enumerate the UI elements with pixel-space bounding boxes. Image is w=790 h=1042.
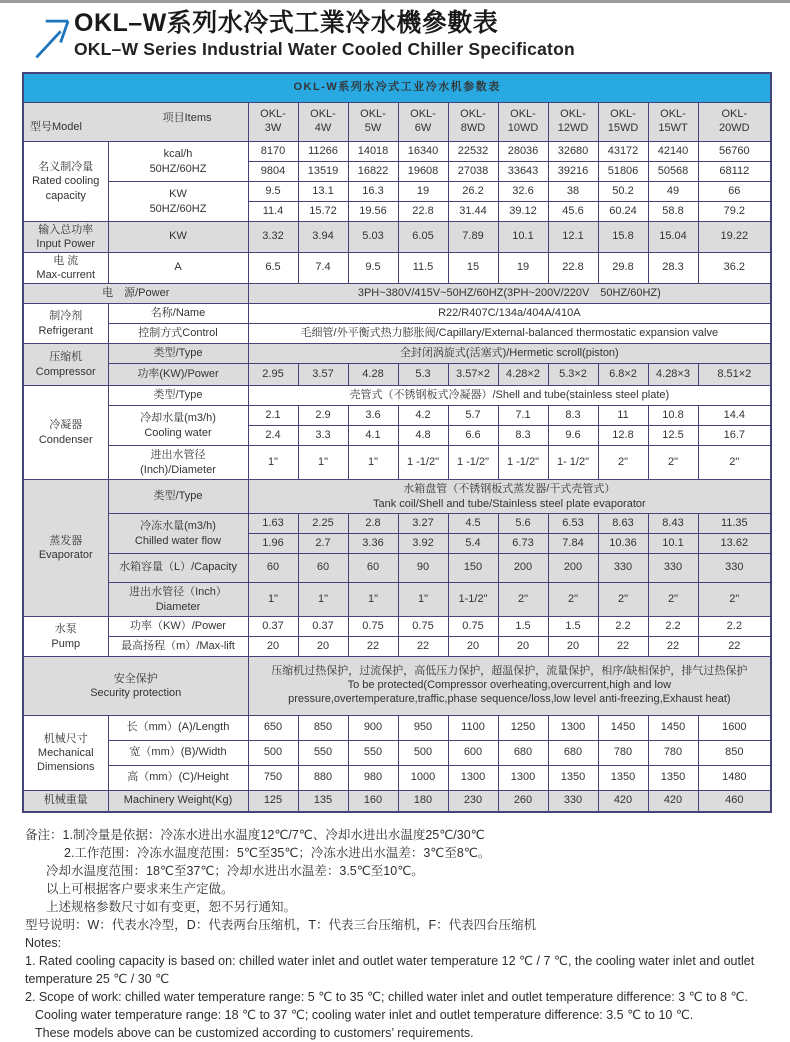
model-header-row xyxy=(23,103,771,142)
table-cell: 1.5 xyxy=(498,617,548,637)
table-cell: 2.25 xyxy=(298,514,348,534)
item-label-comp-power: 功率(KW)/Power xyxy=(108,364,248,386)
model-column-header: OKL- 15WT xyxy=(648,103,698,142)
table-cell: 1000 xyxy=(398,766,448,791)
table-cell: 1350 xyxy=(598,766,648,791)
table-caption-row xyxy=(23,73,771,103)
table-cell: 60 xyxy=(348,554,398,583)
table-cell: 2.2 xyxy=(698,617,771,637)
table-cell: 330 xyxy=(548,791,598,813)
table-cell: 780 xyxy=(648,741,698,766)
note-line: 1. Rated cooling capacity is based on: chilled water inlet and outlet water temperature 12 ℃ / 7 ℃, the cooling water inlet and outlet xyxy=(25,954,755,968)
table-cell: 22 xyxy=(648,637,698,657)
table-cell: 780 xyxy=(598,741,648,766)
table-row xyxy=(23,583,771,617)
item-label-current-unit: A xyxy=(108,253,248,284)
table-cell: 6.5 xyxy=(248,253,298,284)
table-cell: 5.6 xyxy=(498,514,548,534)
merged-value-evaporator-type: 水箱盘管（不锈钢板式蒸发器/干式壳管式） Tank coil/Shell and tube/Stainless steel plate evaporator xyxy=(248,480,771,514)
table-cell: 28036 xyxy=(498,142,548,162)
table-cell: 31.44 xyxy=(448,202,498,222)
table-cell: 16340 xyxy=(398,142,448,162)
model-column-header: OKL- 8WD xyxy=(448,103,498,142)
item-label-cond-type: 类型/Type xyxy=(108,386,248,406)
table-cell: 4.28×2 xyxy=(498,364,548,386)
table-cell: 8.43 xyxy=(648,514,698,534)
item-label-kw: KW 50HZ/60HZ xyxy=(108,182,248,222)
table-cell: 3.57 xyxy=(298,364,348,386)
table-cell: 180 xyxy=(398,791,448,813)
table-cell: 1450 xyxy=(648,716,698,741)
table-cell: 1480 xyxy=(698,766,771,791)
table-cell: 22.8 xyxy=(398,202,448,222)
table-cell: 150 xyxy=(448,554,498,583)
table-cell: 42140 xyxy=(648,142,698,162)
item-label-evap-diameter: 进出水管径（Inch） Diameter xyxy=(108,583,248,617)
table-cell: 2.4 xyxy=(248,426,298,446)
page-subtitle: OKL–W Series Industrial Water Cooled Chiller Specificaton xyxy=(74,38,575,59)
note-line: These models above can be customized according to customers’ requirements. xyxy=(35,1026,474,1040)
table-cell: 1300 xyxy=(448,766,498,791)
table-cell: 2.8 xyxy=(348,514,398,534)
note-line: 备注：1.制冷量是依据：冷冻水进出水温度12℃/7℃、冷却水进出水温度25℃/30℃ xyxy=(25,828,485,842)
table-cell: 200 xyxy=(548,554,598,583)
table-cell: 750 xyxy=(248,766,298,791)
table-cell: 2" xyxy=(698,446,771,480)
item-label-kcal: kcal/h 50HZ/60HZ xyxy=(108,142,248,182)
table-cell: 4.5 xyxy=(448,514,498,534)
model-column-header: OKL- 12WD xyxy=(548,103,598,142)
table-cell: 3.92 xyxy=(398,534,448,554)
note-line: 2.工作范围：冷冻水温度范围：5℃至35℃；冷冻水进出水温差：3℃至8℃。 xyxy=(64,846,491,860)
corner-model-label: 型号Model xyxy=(30,121,82,134)
section-label-pump: 水泵 Pump xyxy=(23,617,108,657)
table-cell: 9.6 xyxy=(548,426,598,446)
merged-value-security: 压缩机过热保护，过流保护，高低压力保护，超温保护，流量保护，相序/缺相保护，排气过热保护 To be protected(Compressor overheating,overcurrent,high and low pressure,overtemperature,traffic,phase sequence/loss,low level anti-freezing,Exhaust heat) xyxy=(248,657,771,716)
table-cell: 6.73 xyxy=(498,534,548,554)
table-cell: 90 xyxy=(398,554,448,583)
table-row xyxy=(23,182,771,202)
table-row xyxy=(23,284,771,304)
table-cell: 58.8 xyxy=(648,202,698,222)
table-cell: 1.96 xyxy=(248,534,298,554)
note-line: 以上可根据客户要求来生产定做。 xyxy=(46,882,234,896)
table-cell: 1 -1/2" xyxy=(498,446,548,480)
table-cell: 330 xyxy=(698,554,771,583)
table-cell: 460 xyxy=(698,791,771,813)
table-cell: 39.12 xyxy=(498,202,548,222)
title-block xyxy=(74,9,575,60)
table-row xyxy=(23,304,771,324)
table-cell: 22 xyxy=(698,637,771,657)
table-cell: 14018 xyxy=(348,142,398,162)
table-cell: 10.36 xyxy=(598,534,648,554)
section-label-condenser: 冷凝器 Condenser xyxy=(23,386,108,480)
model-column-header: OKL- 6W xyxy=(398,103,448,142)
table-cell: 11.5 xyxy=(398,253,448,284)
table-cell: 16822 xyxy=(348,162,398,182)
item-label-width: 宽（mm）(B)/Width xyxy=(108,741,248,766)
table-cell: 79.2 xyxy=(698,202,771,222)
table-cell: 32680 xyxy=(548,142,598,162)
table-cell: 500 xyxy=(248,741,298,766)
item-label-cond-diameter: 进出水管径 (Inch)/Diameter xyxy=(108,446,248,480)
table-cell: 49 xyxy=(648,182,698,202)
table-cell: 6.8×2 xyxy=(598,364,648,386)
table-cell: 3.94 xyxy=(298,222,348,253)
table-cell: 16.3 xyxy=(348,182,398,202)
table-cell: 9.5 xyxy=(348,253,398,284)
table-cell: 1.63 xyxy=(248,514,298,534)
merged-value-power-supply: 3PH~380V/415V~50HZ/60HZ(3PH~200V/220V 50HZ/60HZ) xyxy=(248,284,771,304)
merged-value-condenser-type: 壳管式（不锈钢板式冷凝器）/Shell and tube(stainless steel plate) xyxy=(248,386,771,406)
table-row xyxy=(23,406,771,426)
item-label-input-unit: KW xyxy=(108,222,248,253)
table-cell: 15.8 xyxy=(598,222,648,253)
table-row xyxy=(23,364,771,386)
table-cell: 22 xyxy=(398,637,448,657)
table-cell: 32.6 xyxy=(498,182,548,202)
table-cell: 2.1 xyxy=(248,406,298,426)
table-cell: 1" xyxy=(298,446,348,480)
table-cell: 60.24 xyxy=(598,202,648,222)
table-cell: 39216 xyxy=(548,162,598,182)
table-cell: 1350 xyxy=(648,766,698,791)
table-cell: 4.2 xyxy=(398,406,448,426)
table-row xyxy=(23,514,771,534)
table-cell: 19 xyxy=(398,182,448,202)
table-cell: 15 xyxy=(448,253,498,284)
item-label-name: 名称/Name xyxy=(108,304,248,324)
table-cell: 66 xyxy=(698,182,771,202)
table-cell: 0.75 xyxy=(448,617,498,637)
table-cell: 5.3×2 xyxy=(548,364,598,386)
table-cell: 0.75 xyxy=(398,617,448,637)
item-label-cooling-water: 冷却水量(m3/h) Cooling water xyxy=(108,406,248,446)
table-cell: 13519 xyxy=(298,162,348,182)
model-column-header: OKL- 15WD xyxy=(598,103,648,142)
note-line: Notes: xyxy=(25,936,62,950)
table-cell: 125 xyxy=(248,791,298,813)
table-cell: 650 xyxy=(248,716,298,741)
table-cell: 1350 xyxy=(548,766,598,791)
table-cell: 6.05 xyxy=(398,222,448,253)
table-cell: 22 xyxy=(348,637,398,657)
section-label-refrigerant: 制冷剂 Refrigerant xyxy=(23,304,108,344)
table-row xyxy=(23,222,771,253)
merged-value-compressor-type: 全封闭涡旋式(活塞式)/Hermetic scroll(piston) xyxy=(248,344,771,364)
table-cell: 550 xyxy=(348,741,398,766)
table-cell: 0.37 xyxy=(298,617,348,637)
section-label-security: 安全保护 Security protection xyxy=(23,657,248,716)
table-cell: 11 xyxy=(598,406,648,426)
item-label-chilled-water: 冷冻水量(m3/h) Chilled water flow xyxy=(108,514,248,554)
table-caption: OKL-W系列水冷式工业冷水机参数表 xyxy=(23,73,771,103)
table-cell: 6.53 xyxy=(548,514,598,534)
table-cell: 1300 xyxy=(498,766,548,791)
table-cell: 2.2 xyxy=(648,617,698,637)
table-cell: 1" xyxy=(248,583,298,617)
table-row xyxy=(23,637,771,657)
table-cell: 0.37 xyxy=(248,617,298,637)
table-cell: 12.8 xyxy=(598,426,648,446)
table-cell: 50.2 xyxy=(598,182,648,202)
table-cell: 160 xyxy=(348,791,398,813)
table-cell: 8.63 xyxy=(598,514,648,534)
table-cell: 20 xyxy=(448,637,498,657)
table-cell: 330 xyxy=(598,554,648,583)
table-cell: 2.9 xyxy=(298,406,348,426)
table-row xyxy=(23,791,771,813)
item-label-tank-capacity: 水箱容量（L）/Capacity xyxy=(108,554,248,583)
table-cell: 1 -1/2" xyxy=(448,446,498,480)
table-cell: 330 xyxy=(648,554,698,583)
table-cell: 3.57×2 xyxy=(448,364,498,386)
table-cell: 2.95 xyxy=(248,364,298,386)
table-row xyxy=(23,446,771,480)
table-cell: 2.7 xyxy=(298,534,348,554)
table-cell: 9804 xyxy=(248,162,298,182)
table-cell: 1-1/2" xyxy=(448,583,498,617)
merged-value-refrigerant-control: 毛细管/外平衡式热力膨胀阀/Capillary/External-balanced thermostatic expansion valve xyxy=(248,324,771,344)
table-cell: 550 xyxy=(298,741,348,766)
table-cell: 7.89 xyxy=(448,222,498,253)
merged-value-refrigerant-name: R22/R407C/134a/404A/410A xyxy=(248,304,771,324)
section-label-max-current: 电 流 Max-current xyxy=(23,253,108,284)
table-cell: 9.5 xyxy=(248,182,298,202)
table-cell: 850 xyxy=(298,716,348,741)
table-cell: 2" xyxy=(548,583,598,617)
table-cell: 4.28×3 xyxy=(648,364,698,386)
table-cell: 15.72 xyxy=(298,202,348,222)
table-cell: 12.5 xyxy=(648,426,698,446)
table-cell: 19 xyxy=(498,253,548,284)
table-cell: 680 xyxy=(498,741,548,766)
table-cell: 11266 xyxy=(298,142,348,162)
table-cell: 5.4 xyxy=(448,534,498,554)
note-line: 型号说明：W：代表水冷型，D：代表两台压缩机，T：代表三台压缩机，F：代表四台压缩机 xyxy=(25,918,537,932)
item-label-length: 长（mm）(A)/Length xyxy=(108,716,248,741)
section-label-evaporator: 蒸发器 Evaporator xyxy=(23,480,108,617)
table-row xyxy=(23,324,771,344)
table-row xyxy=(23,344,771,364)
table-row xyxy=(23,741,771,766)
table-cell: 36.2 xyxy=(698,253,771,284)
table-cell: 19.56 xyxy=(348,202,398,222)
model-column-header: OKL- 4W xyxy=(298,103,348,142)
table-cell: 1" xyxy=(348,583,398,617)
table-cell: 68112 xyxy=(698,162,771,182)
model-column-header: OKL- 3W xyxy=(248,103,298,142)
table-cell: 900 xyxy=(348,716,398,741)
table-cell: 850 xyxy=(698,741,771,766)
section-label-rated-capacity: 名义制冷量 Rated cooling capacity xyxy=(23,142,108,222)
table-cell: 10.8 xyxy=(648,406,698,426)
table-cell: 8.3 xyxy=(548,406,598,426)
table-row xyxy=(23,386,771,406)
table-cell: 2.2 xyxy=(598,617,648,637)
table-cell: 880 xyxy=(298,766,348,791)
table-cell: 500 xyxy=(398,741,448,766)
note-line: 2. Scope of work: chilled water temperature range: 5 ℃ to 35 ℃; chilled water inlet and outlet temperature difference: 3 ℃ to 8 ℃. xyxy=(25,990,748,1004)
section-label-compressor: 压缩机 Compressor xyxy=(23,344,108,386)
table-cell: 1" xyxy=(248,446,298,480)
table-cell: 27038 xyxy=(448,162,498,182)
table-cell: 5.03 xyxy=(348,222,398,253)
table-cell: 5.3 xyxy=(398,364,448,386)
table-cell: 22 xyxy=(598,637,648,657)
table-cell: 10.1 xyxy=(648,534,698,554)
table-cell: 7.84 xyxy=(548,534,598,554)
table-cell: 7.4 xyxy=(298,253,348,284)
table-cell: 0.75 xyxy=(348,617,398,637)
notes-block xyxy=(25,826,790,1042)
table-cell: 2" xyxy=(648,446,698,480)
table-cell: 1250 xyxy=(498,716,548,741)
table-cell: 135 xyxy=(298,791,348,813)
table-cell: 4.8 xyxy=(398,426,448,446)
table-cell: 3.3 xyxy=(298,426,348,446)
table-cell: 11.35 xyxy=(698,514,771,534)
note-line: Cooling water temperature range: 18 ℃ to 37 ℃; cooling water inlet and outlet temperature difference: 3.5 ℃ to 10 ℃. xyxy=(35,1008,694,1022)
section-label-mechanical: 机械尺寸 Mechanical Dimensions xyxy=(23,716,108,791)
table-cell: 38 xyxy=(548,182,598,202)
table-cell: 980 xyxy=(348,766,398,791)
model-column-header: OKL- 10WD xyxy=(498,103,548,142)
table-cell: 20 xyxy=(498,637,548,657)
table-cell: 50568 xyxy=(648,162,698,182)
table-cell: 2" xyxy=(648,583,698,617)
note-line: temperature 25 ℃ / 30 ℃ xyxy=(25,972,170,986)
table-cell: 230 xyxy=(448,791,498,813)
table-cell: 3.36 xyxy=(348,534,398,554)
table-row xyxy=(23,716,771,741)
table-cell: 12.1 xyxy=(548,222,598,253)
table-cell: 2" xyxy=(498,583,548,617)
table-cell: 8170 xyxy=(248,142,298,162)
corner-items-label: 项目Items xyxy=(162,112,212,124)
table-cell: 19.22 xyxy=(698,222,771,253)
section-label-power: 电 源/Power xyxy=(23,284,248,304)
table-cell: 56760 xyxy=(698,142,771,162)
table-cell: 2" xyxy=(698,583,771,617)
page-header xyxy=(0,3,790,63)
item-label-comp-type: 类型/Type xyxy=(108,344,248,364)
table-cell: 4.1 xyxy=(348,426,398,446)
table-cell: 11.4 xyxy=(248,202,298,222)
table-cell: 3.32 xyxy=(248,222,298,253)
table-cell: 4.28 xyxy=(348,364,398,386)
table-cell: 200 xyxy=(498,554,548,583)
table-cell: 1" xyxy=(298,583,348,617)
item-label-evap-type: 类型/Type xyxy=(108,480,248,514)
table-cell: 19608 xyxy=(398,162,448,182)
section-label-input-power: 输入总功率 Input Power xyxy=(23,222,108,253)
table-row xyxy=(23,617,771,637)
item-label-control: 控制方式Control xyxy=(108,324,248,344)
table-cell: 950 xyxy=(398,716,448,741)
model-column-header: OKL- 20WD xyxy=(698,103,771,142)
note-line: 上述规格参数尺寸如有变更，恕不另行通知。 xyxy=(46,900,297,914)
item-label-weight: Machinery Weight(Kg) xyxy=(108,791,248,813)
arrow-logo-icon xyxy=(14,9,70,63)
table-cell: 2" xyxy=(598,446,648,480)
table-cell: 420 xyxy=(598,791,648,813)
table-cell: 1" xyxy=(348,446,398,480)
table-cell: 1" xyxy=(398,583,448,617)
item-label-height: 高（mm）(C)/Height xyxy=(108,766,248,791)
table-cell: 20 xyxy=(248,637,298,657)
table-cell: 20 xyxy=(548,637,598,657)
table-cell: 28.3 xyxy=(648,253,698,284)
note-line: 冷却水温度范围：18℃至37℃；冷却水进出水温差：3.5℃至10℃。 xyxy=(46,864,424,878)
table-cell: 5.7 xyxy=(448,406,498,426)
table-cell: 260 xyxy=(498,791,548,813)
table-cell: 8.51×2 xyxy=(698,364,771,386)
table-cell: 3.27 xyxy=(398,514,448,534)
table-row xyxy=(23,253,771,284)
table-cell: 22532 xyxy=(448,142,498,162)
table-cell: 1450 xyxy=(598,716,648,741)
table-cell: 420 xyxy=(648,791,698,813)
table-cell: 1600 xyxy=(698,716,771,741)
item-label-pump-power: 功率（KW）/Power xyxy=(108,617,248,637)
table-cell: 1- 1/2" xyxy=(548,446,598,480)
table-cell: 7.1 xyxy=(498,406,548,426)
table-cell: 15.04 xyxy=(648,222,698,253)
table-row xyxy=(23,766,771,791)
table-cell: 600 xyxy=(448,741,498,766)
table-cell: 16.7 xyxy=(698,426,771,446)
table-cell: 43172 xyxy=(598,142,648,162)
table-cell: 10.1 xyxy=(498,222,548,253)
corner-cell xyxy=(23,103,248,142)
table-row xyxy=(23,142,771,162)
model-column-header: OKL- 5W xyxy=(348,103,398,142)
table-cell: 13.62 xyxy=(698,534,771,554)
table-cell: 1100 xyxy=(448,716,498,741)
table-cell: 3.6 xyxy=(348,406,398,426)
table-cell: 1.5 xyxy=(548,617,598,637)
spec-table xyxy=(22,72,772,813)
table-cell: 13.1 xyxy=(298,182,348,202)
table-cell: 6.6 xyxy=(448,426,498,446)
table-cell: 1300 xyxy=(548,716,598,741)
table-cell: 26.2 xyxy=(448,182,498,202)
section-label-weight: 机械重量 xyxy=(23,791,108,813)
table-cell: 51806 xyxy=(598,162,648,182)
table-row xyxy=(23,554,771,583)
table-cell: 22.8 xyxy=(548,253,598,284)
table-cell: 680 xyxy=(548,741,598,766)
table-cell: 20 xyxy=(298,637,348,657)
table-cell: 8.3 xyxy=(498,426,548,446)
item-label-max-lift: 最高扬程（m）/Max-lift xyxy=(108,637,248,657)
table-cell: 33643 xyxy=(498,162,548,182)
table-cell: 14.4 xyxy=(698,406,771,426)
table-row xyxy=(23,480,771,514)
table-cell: 29.8 xyxy=(598,253,648,284)
table-cell: 1 -1/2" xyxy=(398,446,448,480)
table-cell: 2" xyxy=(598,583,648,617)
page-title: OKL–W系列水冷式工業冷水機參數表 xyxy=(74,9,499,37)
table-row xyxy=(23,657,771,716)
table-cell: 60 xyxy=(248,554,298,583)
table-cell: 45.6 xyxy=(548,202,598,222)
table-cell: 60 xyxy=(298,554,348,583)
